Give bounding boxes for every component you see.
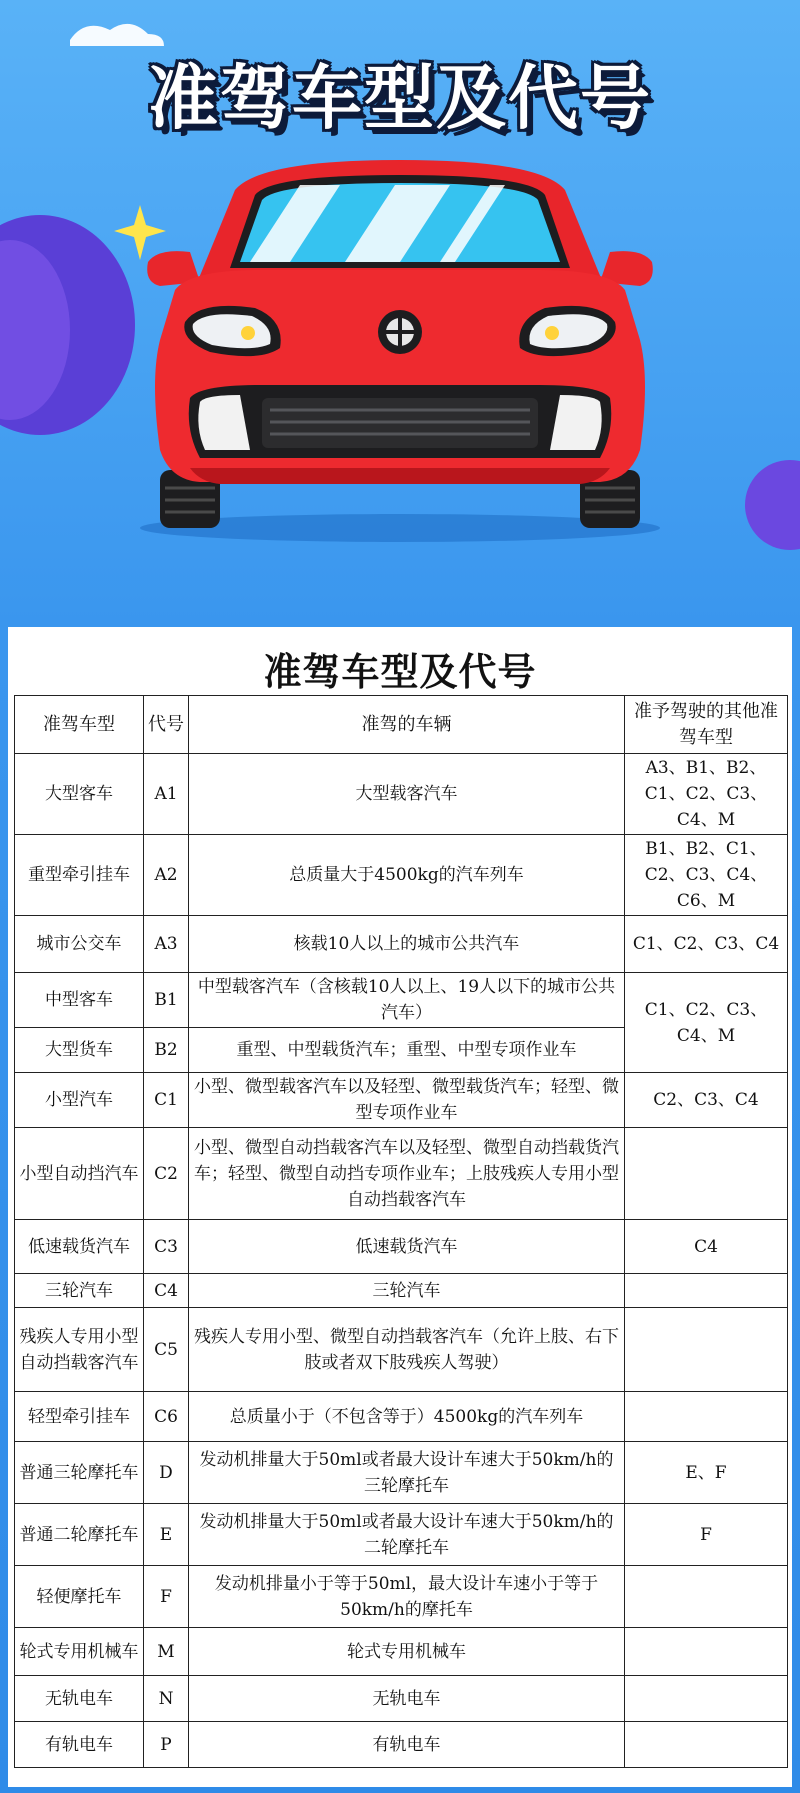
header-type: 准驾车型 — [15, 696, 144, 754]
cell-type: 小型自动挡汽车 — [15, 1128, 144, 1220]
cell-code: E — [144, 1504, 189, 1566]
table-row — [15, 1504, 788, 1566]
cell-code: C2 — [144, 1128, 189, 1220]
cell-vehicles: 残疾人专用小型、微型自动挡载客汽车（允许上肢、右下肢或者双下肢残疾人驾驶） — [189, 1308, 625, 1392]
cell-vehicles: 轮式专用机械车 — [189, 1628, 625, 1676]
table-row — [15, 1722, 788, 1768]
cell-type: 小型汽车 — [15, 1073, 144, 1128]
cell-code: C3 — [144, 1220, 189, 1274]
cell-other: C2、C3、C4 — [625, 1073, 788, 1128]
cell-other — [625, 1676, 788, 1722]
cell-other: C1、C2、C3、C4 — [625, 916, 788, 973]
hero-banner — [0, 0, 800, 620]
cell-type: 轮式专用机械车 — [15, 1628, 144, 1676]
table-row — [15, 1220, 788, 1274]
cell-code: C1 — [144, 1073, 189, 1128]
cell-code: N — [144, 1676, 189, 1722]
cell-other — [625, 1722, 788, 1768]
cell-code: C4 — [144, 1274, 189, 1308]
cell-type: 重型牵引挂车 — [15, 835, 144, 916]
cell-type: 中型客车 — [15, 973, 144, 1028]
cell-type: 无轨电车 — [15, 1676, 144, 1722]
cell-vehicles: 发动机排量大于50ml或者最大设计车速大于50km/h的三轮摩托车 — [189, 1442, 625, 1504]
hero-title: 准驾车型及代号 — [148, 57, 652, 139]
cell-other: E、F — [625, 1442, 788, 1504]
cell-type: 轻型牵引挂车 — [15, 1392, 144, 1442]
cell-code: C6 — [144, 1392, 189, 1442]
cell-vehicles: 总质量大于4500kg的汽车列车 — [189, 835, 625, 916]
cell-vehicles: 核载10人以上的城市公共汽车 — [189, 916, 625, 973]
cell-other: B1、B2、C1、C2、C3、C4、C6、M — [625, 835, 788, 916]
sparkle-icon — [114, 205, 166, 260]
table-title: 准驾车型及代号 — [263, 649, 537, 694]
cell-other — [625, 1308, 788, 1392]
table-row — [15, 973, 788, 1028]
cell-vehicles: 中型载客汽车（含核载10人以上、19人以下的城市公共汽车） — [189, 973, 625, 1028]
cell-vehicles: 总质量小于（不包含等于）4500kg的汽车列车 — [189, 1392, 625, 1442]
table-row — [15, 1274, 788, 1308]
table-row — [15, 1392, 788, 1442]
cell-other: C4 — [625, 1220, 788, 1274]
cell-code: C5 — [144, 1308, 189, 1392]
cell-other — [625, 1566, 788, 1628]
table-row — [15, 1308, 788, 1392]
cell-code: B1 — [144, 973, 189, 1028]
table-row — [15, 916, 788, 973]
cell-type: 有轨电车 — [15, 1722, 144, 1768]
cell-vehicles: 有轨电车 — [189, 1722, 625, 1768]
table-row — [15, 1073, 788, 1128]
table-row — [15, 1676, 788, 1722]
cell-type: 城市公交车 — [15, 916, 144, 973]
table-row — [15, 754, 788, 835]
cell-code: F — [144, 1566, 189, 1628]
cell-code: P — [144, 1722, 189, 1768]
cell-type: 普通三轮摩托车 — [15, 1442, 144, 1504]
cell-vehicles: 发动机排量大于50ml或者最大设计车速大于50km/h的二轮摩托车 — [189, 1504, 625, 1566]
cell-type: 轻便摩托车 — [15, 1566, 144, 1628]
cell-type: 大型货车 — [15, 1028, 144, 1073]
table-header-row — [15, 696, 788, 754]
cell-code: D — [144, 1442, 189, 1504]
cell-code: A2 — [144, 835, 189, 916]
purple-circle-right — [745, 460, 800, 550]
cell-vehicles: 重型、中型载货汽车；重型、中型专项作业车 — [189, 1028, 625, 1073]
cell-vehicles: 小型、微型载客汽车以及轻型、微型载货汽车；轻型、微型专项作业车 — [189, 1073, 625, 1128]
licence-sheet — [8, 627, 792, 1787]
cell-vehicles: 三轮汽车 — [189, 1274, 625, 1308]
table-row — [15, 1128, 788, 1220]
cell-type: 普通二轮摩托车 — [15, 1504, 144, 1566]
cell-other — [625, 1274, 788, 1308]
cell-vehicles: 小型、微型自动挡载客汽车以及轻型、微型自动挡载货汽车；轻型、微型自动挡专项作业车；上肢残疾人专用小型自动挡载客汽车 — [189, 1128, 625, 1220]
cell-type: 低速载货汽车 — [15, 1220, 144, 1274]
cell-code: M — [144, 1628, 189, 1676]
header-vehicles: 准驾的车辆 — [189, 696, 625, 754]
cell-other — [625, 1392, 788, 1442]
table-row — [15, 1442, 788, 1504]
licence-table — [14, 695, 788, 1768]
cell-other — [625, 1628, 788, 1676]
header-code: 代号 — [144, 696, 189, 754]
table-row — [15, 1628, 788, 1676]
cell-other — [625, 1128, 788, 1220]
header-other: 准予驾驶的其他准驾车型 — [625, 696, 788, 754]
cell-vehicles: 大型载客汽车 — [189, 754, 625, 835]
cell-other: F — [625, 1504, 788, 1566]
cell-code: B2 — [144, 1028, 189, 1073]
cell-type: 三轮汽车 — [15, 1274, 144, 1308]
cell-vehicles: 发动机排量小于等于50ml，最大设计车速小于等于50km/h的摩托车 — [189, 1566, 625, 1628]
cell-code: A1 — [144, 754, 189, 835]
cell-type: 大型客车 — [15, 754, 144, 835]
cell-other: A3、B1、B2、C1、C2、C3、C4、M — [625, 754, 788, 835]
table-row — [15, 1566, 788, 1628]
cell-type: 残疾人专用小型自动挡载客汽车 — [15, 1308, 144, 1392]
cell-vehicles: 低速载货汽车 — [189, 1220, 625, 1274]
cell-other: C1、C2、C3、C4、M — [625, 973, 788, 1073]
table-row — [15, 835, 788, 916]
cell-code: A3 — [144, 916, 189, 973]
cell-vehicles: 无轨电车 — [189, 1676, 625, 1722]
